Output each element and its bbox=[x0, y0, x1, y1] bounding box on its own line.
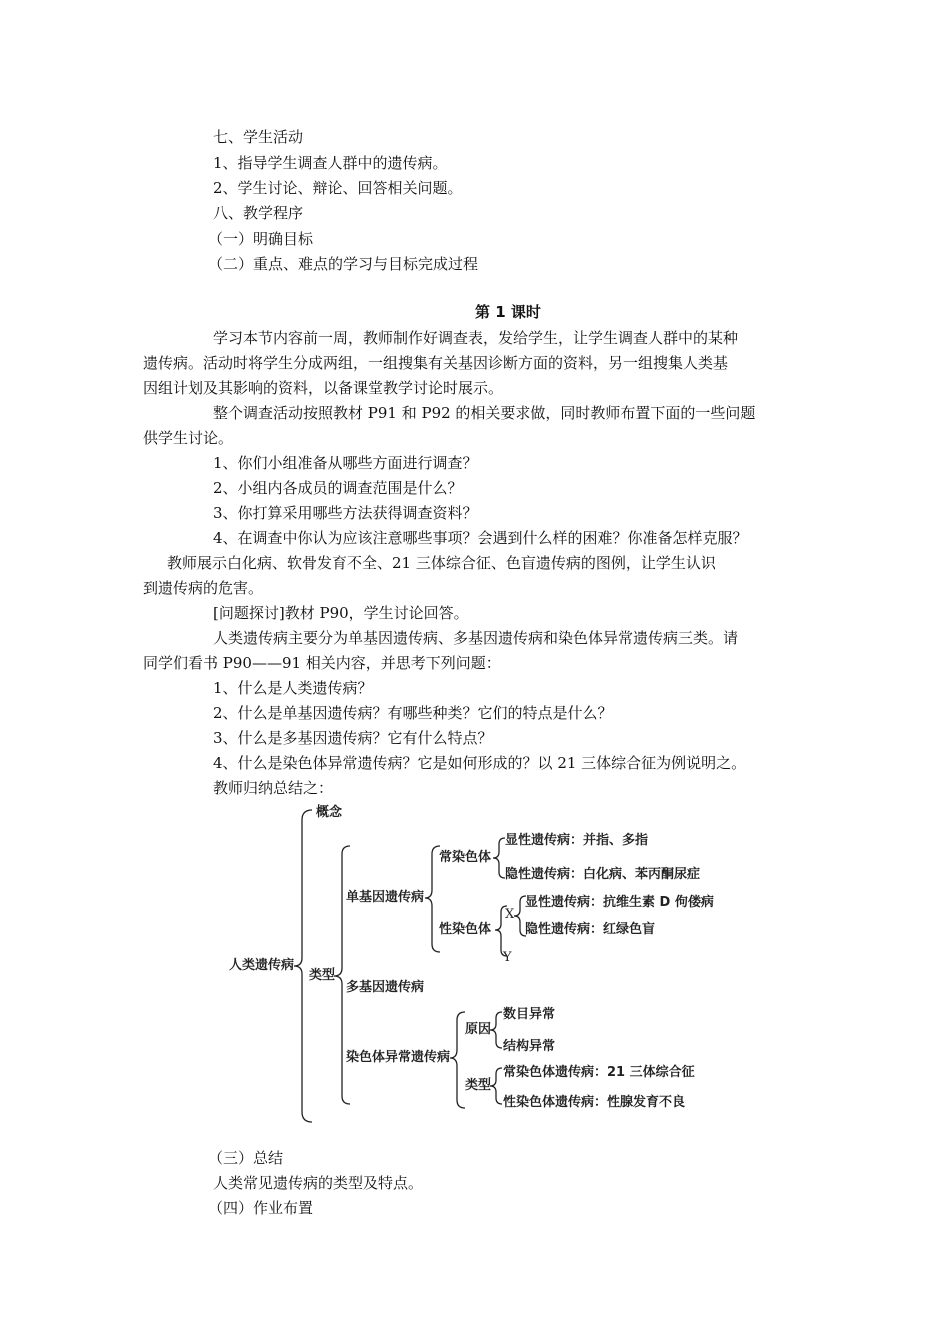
list-item: 2、什么是单基因遗传病？有哪些种类？它们的特点是什么？ bbox=[213, 704, 613, 722]
list-item: 4、什么是染色体异常遗传病？它是如何形成的？以 21 三体综合征为例说明之。 bbox=[213, 754, 747, 772]
subheading: （四）作业布置 bbox=[208, 1199, 314, 1217]
diagram-y: Y bbox=[503, 950, 512, 965]
diagram-types: 类型 bbox=[309, 968, 336, 983]
subheading: （二）重点、难点的学习与目标完成过程 bbox=[208, 255, 479, 273]
paragraph-line: 教师展示白化病、软骨发育不全、21 三体综合征、色盲遗传病的图例，让学生认识 bbox=[167, 554, 716, 572]
list-item: 1、什么是人类遗传病？ bbox=[213, 679, 373, 697]
diagram-concept: 概念 bbox=[316, 805, 343, 820]
paragraph-line: 整个调查活动按照教材 P91 和 P92 的相关要求做，同时教师布置下面的一些问题 bbox=[213, 404, 756, 422]
heading-student-activity: 七、学生活动 bbox=[213, 128, 304, 146]
list-item: 4、在调查中你认为应该注意哪些事项？会遇到什么样的困难？你准备怎样克服？ bbox=[213, 529, 748, 547]
paragraph-line: 人类常见遗传病的类型及特点。 bbox=[213, 1174, 424, 1192]
list-item: 3、你打算采用哪些方法获得调查资料？ bbox=[213, 504, 478, 522]
paragraph-line: 供学生讨论。 bbox=[143, 429, 234, 447]
subheading: （三）总结 bbox=[208, 1149, 284, 1167]
list-item: 1、指导学生调查人群中的遗传病。 bbox=[213, 154, 448, 172]
paragraph-line: 人类遗传病主要分为单基因遗传病、多基因遗传病和染色体异常遗传病三类。请 bbox=[213, 629, 739, 647]
diagram-dominant-x: 显性遗传病：抗维生素 D 佝偻病 bbox=[525, 895, 714, 910]
diagram-multi-gene: 多基因遗传病 bbox=[346, 980, 425, 995]
diagram-autosome: 常染色体 bbox=[439, 850, 492, 865]
diagram-auto-chrom-disease: 常染色体遗传病：21 三体综合征 bbox=[503, 1065, 695, 1080]
paragraph-line: 同学们看书 P90——91 相关内容，并思考下列问题： bbox=[143, 654, 501, 672]
diagram-recessive-auto: 隐性遗传病：白化病、苯丙酮尿症 bbox=[505, 867, 701, 882]
diagram-dominant-auto: 显性遗传病：并指、多指 bbox=[505, 833, 649, 848]
paragraph-line: [问题探讨]教材 P90，学生讨论回答。 bbox=[213, 604, 469, 622]
heading-teaching-procedure: 八、教学程序 bbox=[213, 204, 304, 222]
diagram-sex-chrom-disease: 性染色体遗传病：性腺发育不良 bbox=[503, 1095, 686, 1110]
diagram-number-abnormal: 数目异常 bbox=[503, 1007, 556, 1022]
list-item: 2、小组内各成员的调查范围是什么？ bbox=[213, 479, 463, 497]
diagram-structure-abnormal: 结构异常 bbox=[503, 1039, 556, 1054]
diagram-cause: 原因 bbox=[465, 1022, 492, 1037]
diagram-x: X bbox=[505, 907, 515, 922]
diagram-sex-chromosome: 性染色体 bbox=[439, 922, 492, 937]
diagram-chrom-abnormal: 染色体异常遗传病 bbox=[346, 1050, 451, 1065]
paragraph-line: 因组计划及其影响的资料，以备课堂教学讨论时展示。 bbox=[143, 379, 504, 397]
diagram-root: 人类遗传病 bbox=[229, 958, 295, 973]
paragraph-line: 教师归纳总结之： bbox=[213, 779, 334, 797]
diagram-recessive-x: 隐性遗传病：红绿色盲 bbox=[525, 922, 656, 937]
list-item: 2、学生讨论、辩论、回答相关问题。 bbox=[213, 179, 463, 197]
subheading: （一）明确目标 bbox=[208, 230, 314, 248]
lesson-title: 第 1 课时 bbox=[475, 303, 541, 321]
diagram-types2: 类型 bbox=[465, 1078, 492, 1093]
diagram-single-gene: 单基因遗传病 bbox=[346, 890, 425, 905]
paragraph-line: 遗传病。活动时将学生分成两组，一组搜集有关基因诊断方面的资料，另一组搜集人类基 bbox=[143, 354, 729, 372]
list-item: 1、你们小组准备从哪些方面进行调查？ bbox=[213, 454, 478, 472]
list-item: 3、什么是多基因遗传病？它有什么特点？ bbox=[213, 729, 493, 747]
paragraph-line: 学习本节内容前一周，教师制作好调查表，发给学生，让学生调查人群中的某种 bbox=[213, 329, 739, 347]
paragraph-line: 到遗传病的危害。 bbox=[143, 579, 264, 597]
